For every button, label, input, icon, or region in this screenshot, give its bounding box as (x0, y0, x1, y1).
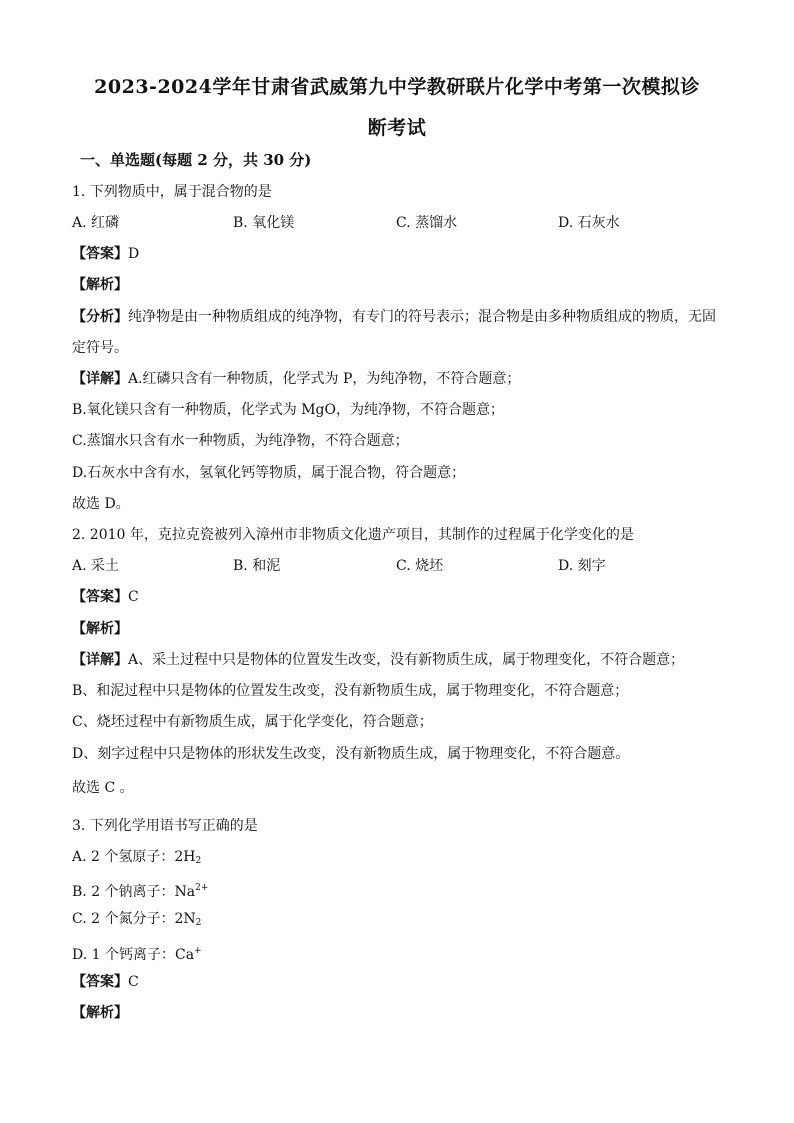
q2-stem: 2. 2010 年，克拉克瓷被列入漳州市非物质文化遗产项目，其制作的过程属于化学变化的是 (72, 527, 634, 543)
q2-option-a: A. 采土 (72, 558, 120, 574)
q3-answer (72, 973, 139, 991)
detail-tag: 【详解】 (72, 652, 128, 668)
q1-detail-b: B.氧化镁只含有一种物质，化学式为 MgO，为纯净物，不符合题意； (72, 402, 504, 418)
option-text: A. 2 个氢原子：2H (72, 849, 196, 865)
q2-analysis-tag: 【解析】 (72, 621, 128, 637)
q2-detail-a (72, 651, 684, 669)
section-heading: 一、单选题(每题 2 分，共 30 分) (80, 151, 312, 169)
q3-analysis-tag: 【解析】 (72, 1005, 128, 1021)
option-text: D. 1 个钙离子：Ca (72, 947, 195, 963)
q1-option-a: A. 红磷 (72, 215, 120, 231)
answer-value: D (128, 246, 140, 262)
detail-text: A、采土过程中只是物体的位置发生改变，没有新物质生成，属于物理变化，不符合题意； (128, 652, 685, 668)
answer-value: C (128, 589, 139, 605)
answer-tag: 【答案】 (72, 974, 128, 990)
q1-fenxi-line1 (72, 308, 716, 326)
q3-option-a (72, 848, 201, 870)
q3-stem: 3. 下列化学用语书写正确的是 (72, 818, 258, 834)
q2-option-c: C. 烧坯 (396, 558, 444, 574)
q1-analysis-tag: 【解析】 (72, 277, 128, 293)
q1-answer (72, 245, 139, 263)
document-title-line2: 断考试 (367, 117, 427, 139)
document-title-line1: 2023-2024学年甘肃省武威第九中学教研联片化学中考第一次模拟诊 (94, 76, 700, 98)
answer-value: C (128, 974, 139, 990)
q3-option-b (72, 879, 208, 901)
q1-conclusion: 故选 D。 (72, 496, 130, 512)
q1-option-d: D. 石灰水 (558, 215, 620, 231)
q1-option-b: B. 氧化镁 (233, 215, 295, 231)
q1-detail-d: D.石灰水中含有水，氢氧化钙等物质，属于混合物，符合题意； (72, 465, 466, 481)
q1-detail-c: C.蒸馏水只含有水一种物质，为纯净物，不符合题意； (72, 433, 409, 449)
detail-text: A.红磷只含有一种物质，化学式为 P，为纯净物，不符合题意； (128, 371, 521, 387)
option-superscript: 2+ (195, 883, 209, 893)
q2-option-d: D. 刻字 (558, 558, 606, 574)
fenxi-text: 纯净物是由一种物质组成的纯净物，有专门的符号表示；混合物是由多种物质组成的物质，无固 (128, 309, 716, 325)
q3-option-d (72, 942, 202, 964)
q2-detail-c: C、烧坯过程中有新物质生成，属于化学变化，符合题意； (72, 714, 433, 730)
q2-conclusion: 故选 C 。 (72, 780, 134, 796)
q2-detail-b: B、和泥过程中只是物体的位置发生改变，没有新物质生成，属于物理变化，不符合题意； (72, 683, 629, 699)
answer-tag: 【答案】 (72, 589, 128, 605)
q1-fenxi-line2: 定符号。 (72, 340, 128, 356)
option-text: C. 2 个氮分子：2N (72, 911, 196, 927)
q1-stem: 1. 下列物质中，属于混合物的是 (72, 184, 272, 200)
option-text: B. 2 个钠离子：Na (72, 884, 196, 900)
answer-tag: 【答案】 (72, 246, 128, 262)
fenxi-tag: 【分析】 (72, 309, 128, 325)
q2-detail-d: D、刻字过程中只是物体的形状发生改变，没有新物质生成，属于物理变化，不符合题意。 (72, 746, 630, 762)
q1-detail-a (72, 370, 520, 388)
q3-option-c (72, 910, 201, 932)
option-subscript: 2 (195, 856, 202, 866)
q2-option-b: B. 和泥 (233, 558, 281, 574)
detail-tag: 【详解】 (72, 371, 128, 387)
q1-option-c: C. 蒸馏水 (396, 215, 458, 231)
option-superscript: + (194, 946, 202, 956)
option-subscript: 2 (195, 918, 202, 928)
q2-answer (72, 588, 139, 606)
